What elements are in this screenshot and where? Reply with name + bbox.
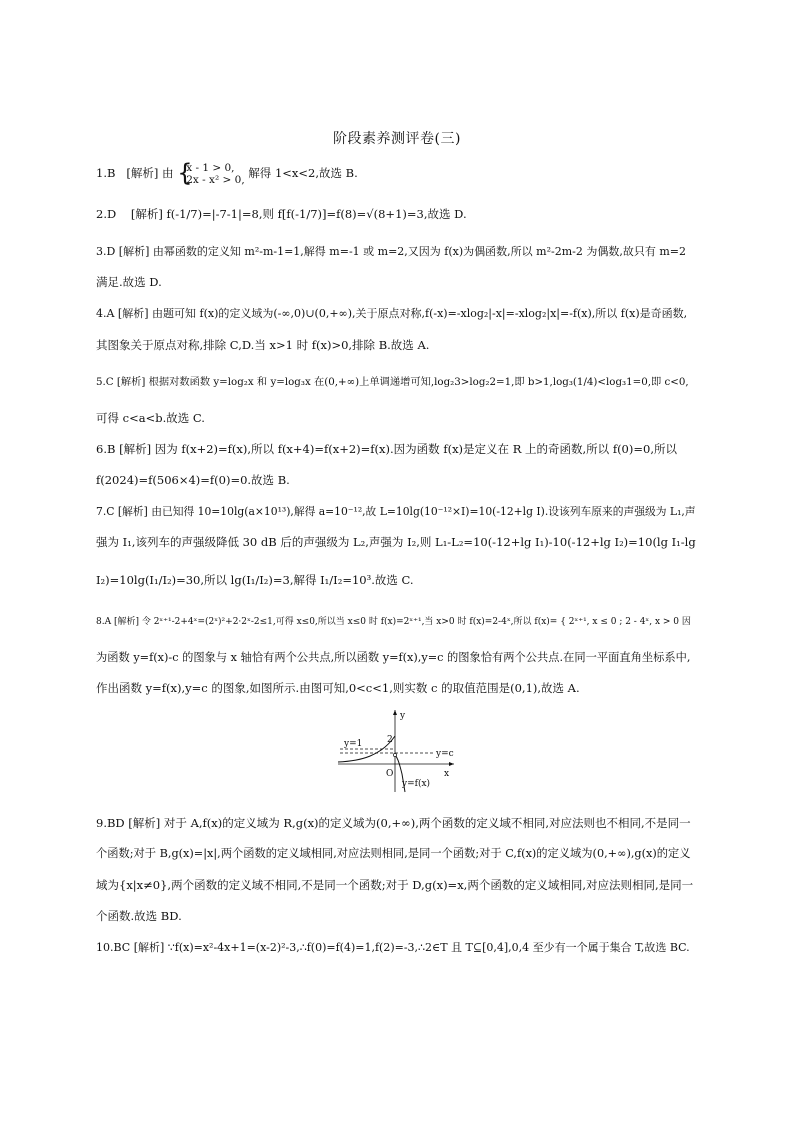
answer-6-line-1: 6.B [解析] 因为 f(x+2)=f(x),所以 f(x+4)=f(x+2)=f(x).因为函数 f(x)是定义在 R 上的奇函数,所以 f(0)=0,所以: [96, 442, 677, 456]
answer-9-line-4: 个函数.故选 BD.: [96, 909, 182, 923]
inequality-system: { x - 1 > 0, 2x - x² > 0,: [177, 159, 245, 187]
y-equals-1-label: y=1: [344, 739, 363, 749]
answer-4-line-2: 其图象关于原点对称,排除 C,D.当 x>1 时 f(x)>0,排除 B.故选 A.: [96, 338, 430, 352]
y-axis-arrow: [393, 710, 397, 715]
answer-5-line-2: 可得 c<a<b.故选 C.: [96, 411, 205, 425]
answer-2: [96, 206, 696, 222]
answer-7-line-3: I₂)=10lg(I₁/I₂)=30,所以 lg(I₁/I₂)=3,解得 I₁/I₂=10³.故选 C.: [96, 573, 414, 587]
answer-8-line-3: 作出函数 y=f(x),y=c 的图象,如图所示.由图可知,0<c<1,则实数 c 的取值范围是(0,1),故选 A.: [96, 681, 580, 695]
inequality-1: x - 1 > 0,: [186, 162, 235, 174]
inequality-2: 2x - x² > 0,: [186, 174, 245, 186]
answer-3-line-2: 满足.故选 D.: [96, 275, 162, 289]
tick-2-label: 2: [387, 735, 393, 745]
answer-3-line-1: 3.D [解析] 由幂函数的定义知 m²-m-1=1,解得 m=-1 或 m=2,又因为 f(x)为偶函数,所以 m²-2m-2 为偶数,故只有 m=2: [96, 245, 686, 258]
x-axis-label: x: [444, 769, 450, 779]
x-axis-arrow: [449, 762, 454, 766]
answer-2-text: [解析] f(-1/7)=|-7-1|=8,则 f[f(-1/7)]=f(8)=√(8+1)=3,故选 D.: [130, 207, 467, 221]
answer-4-line-1: 4.A [解析] 由题可知 f(x)的定义域为(-∞,0)∪(0,+∞),关于原点对称,f(-x)=-xlog₂|-x|=-xlog₂|x|=-f(x),所以 f(x)是奇函数,: [96, 307, 688, 320]
answer-1: [96, 159, 696, 187]
origin-label: O: [386, 769, 394, 779]
answer-6-line-2: f(2024)=f(506×4)=f(0)=0.故选 B.: [96, 473, 290, 487]
fx-label: y=f(x): [402, 779, 431, 789]
answer-1-conclusion: 解得 1<x<2,故选 B.: [248, 166, 358, 180]
y-equals-c-label: y=c: [436, 749, 454, 759]
y-axis-label: y: [400, 711, 406, 721]
open-point: [393, 753, 396, 756]
answer-7-line-1: 7.C [解析] 由已知得 10=10lg(a×10¹³),解得 a=10⁻¹²,故 L=10lg(10⁻¹²×I)=10(-12+lg I).设该列车原来的声强级为 L₁,声: [96, 505, 696, 518]
answer-9-line-1: 9.BD [解析] 对于 A,f(x)的定义域为 R,g(x)的定义域为(0,+∞),两个函数的定义域不相同,对应法则也不相同,不是同一: [96, 816, 691, 830]
answer-2-number: 2.D: [96, 207, 117, 221]
answer-5-line-1: 5.C [解析] 根据对数函数 y=log₂x 和 y=log₃x 在(0,+∞)上单调递增可知,log₂3>log₂2=1,即 b>1,log₃(1/4)<log₃1=0,即 c<0,: [96, 376, 689, 388]
answer-1-number: 1.B: [96, 166, 116, 180]
function-graph: [336, 706, 460, 794]
answer-8-line-1: 8.A [解析] 令 2ˣ⁺¹-2+4ˣ=(2ˣ)²+2·2ˣ-2≤1,可得 x≤0,所以当 x≤0 时 f(x)=2ˣ⁺¹,当 x>0 时 f(x)=2-4ˣ,所以 f(x)= { 2ˣ⁺¹, x ≤ 0 ; 2 - 4ˣ, x > 0 因: [96, 617, 691, 627]
answer-1-prefix: [解析] 由: [126, 166, 174, 180]
answer-9-line-2: 个函数;对于 B,g(x)=|x|,两个函数的定义域相同,对应法则相同,是同一个函数;对于 C,f(x)的定义域为(0,+∞),g(x)的定义: [96, 847, 691, 860]
answer-8-line-2: 为函数 y=f(x)-c 的图象与 x 轴恰有两个公共点,所以函数 y=f(x),y=c 的图象恰有两个公共点.在同一平面直角坐标系中,: [96, 651, 691, 664]
page-title: 阶段素养测评卷(三): [333, 131, 461, 147]
answer-10: 10.BC [解析] ∵f(x)=x²-4x+1=(x-2)²-3,∴f(0)=f(4)=1,f(2)=-3,∴2∈T 且 T⊆[0,4],0,4 至少有一个属于集合 T,故选 BC.: [96, 941, 690, 954]
answer-9-line-3: 域为{x|x≠0},两个函数的定义域不相同,不是同一个函数;对于 D,g(x)=x,两个函数的定义域相同,对应法则相同,是同一: [96, 878, 694, 892]
answer-7-line-2: 强为 I₁,该列车的声强级降低 30 dB 后的声强级为 L₂,声强为 I₂,则 L₁-L₂=10(-12+lg I₁)-10(-12+lg I₂)=10(lg I₁-lg: [96, 535, 696, 549]
